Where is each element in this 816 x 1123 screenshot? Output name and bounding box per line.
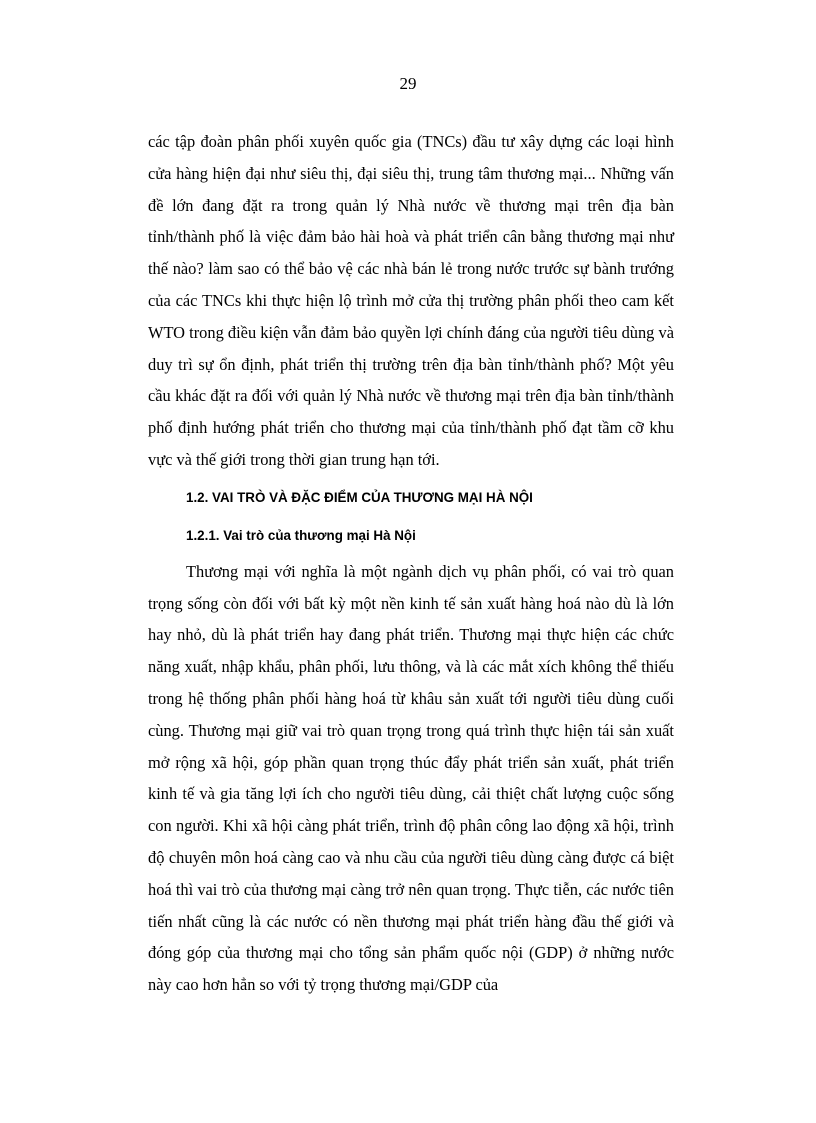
page-content [148,126,674,1001]
paragraph-continued: các tập đoàn phân phối xuyên quốc gia (TNCs) đầu tư xây dựng các loại hình cửa hàng hiện đại như siêu thị, đại siêu thị, trung tâm thương mại... Những vấn đề lớn đang đặt ra trong quản lý Nhà nước về thương mại trên địa bàn tỉnh/thành phố là việc đảm bảo hài hoà và phát triển cân bằng thương mại như thế nào? làm sao có thể bảo vệ các nhà bán lẻ trong nước trước sự bành trướng của các TNCs khi thực hiện lộ trình mở cửa thị trường phân phối theo cam kết WTO trong điều kiện vẫn đảm bảo quyền lợi chính đáng của người tiêu dùng và duy trì sự ổn định, phát triển thị trường trên địa bàn tỉnh/thành phố? Một yêu cầu khác đặt ra đối với quản lý Nhà nước về thương mại trên địa bàn tỉnh/thành phố định hướng phát triển cho thương mại của tỉnh/thành phố đạt tầm cỡ khu vực và thế giới trong thời gian trung hạn tới. [148,132,674,469]
subsection-heading: 1.2.1. Vai trò của thương mại Hà Nội [186,527,416,543]
page-number: 29 [399,74,417,93]
paragraph-role-of-trade: Thương mại với nghĩa là một ngành dịch vụ phân phối, có vai trò quan trọng sống còn đối với bất kỳ một nền kinh tế sản xuất hàng hoá nào dù là lớn hay nhỏ, dù là phát triển hay đang phát triển. Thương mại thực hiện các chức năng xuất, nhập khẩu, phân phối, lưu thông, và là các mắt xích không thể thiếu trong hệ thống phân phối hàng hoá từ khâu sản xuất tới người tiêu dùng cuối cùng. Thương mại giữ vai trò quan trọng trong quá trình thực hiện tái sản xuất mở rộng xã hội, góp phần quan trọng thúc đẩy phát triển sản xuất, phát triển kinh tế và gia tăng lợi ích cho người tiêu dùng, cải thiệt chất lượng cuộc sống con người. Khi xã hội càng phát triển, trình độ phân công lao động xã hội, trình độ chuyên môn hoá càng cao và nhu cầu của người tiêu dùng càng được cá biệt hoá thì vai trò của thương mại càng trở nên quan trọng. Thực tiễn, các nước tiên tiến nhất cũng là các nước có nền thương mại phát triển hàng đầu thế giới và đóng góp của thương mại cho tổng sản phẩm quốc nội (GDP) ở những nước này cao hơn hẳn so với tỷ trọng thương mại/GDP của [148,561,674,995]
section-heading: 1.2. VAI TRÒ VÀ ĐẶC ĐIỂM CỦA THƯƠNG MẠI HÀ NỘI [186,489,533,505]
